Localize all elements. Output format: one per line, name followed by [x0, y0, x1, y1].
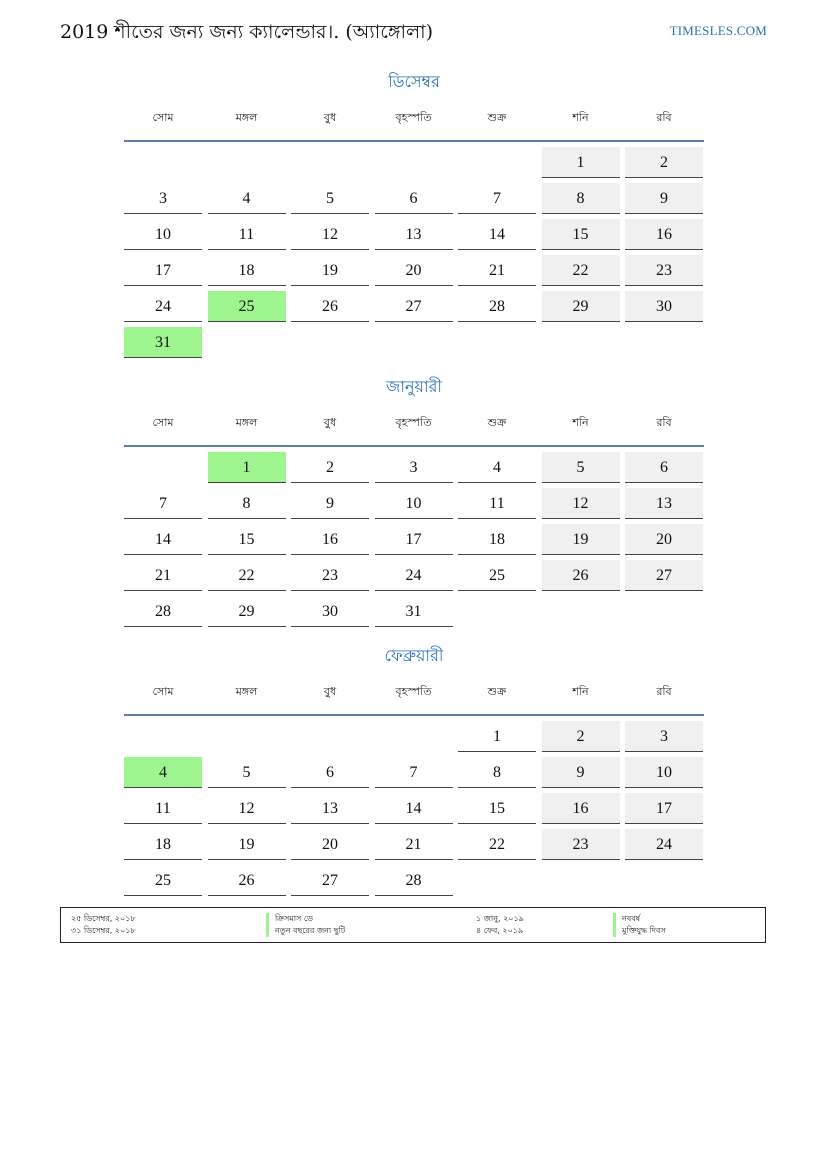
- day-cell[interactable]: 29: [542, 291, 620, 322]
- week-row: [124, 559, 704, 595]
- weekday-label: শুক্র: [487, 111, 507, 124]
- day-cell[interactable]: 13: [291, 793, 369, 824]
- empty-day-cell: [542, 865, 620, 896]
- day-cell[interactable]: 29: [208, 596, 286, 627]
- empty-day-cell: [458, 596, 536, 627]
- site-link[interactable]: TIMESLES.COM: [669, 23, 767, 38]
- day-cell[interactable]: 22: [208, 560, 286, 591]
- day-cell[interactable]: 24: [625, 829, 703, 860]
- day-cell[interactable]: 23: [625, 255, 703, 286]
- legend-date: ২৫ ডিসেম্বর, ২০১৮: [71, 914, 136, 923]
- day-cell[interactable]: 19: [208, 829, 286, 860]
- day-cell[interactable]: 28: [124, 596, 202, 627]
- day-cell[interactable]: 21: [458, 255, 536, 286]
- month-february: [124, 644, 704, 900]
- weeks-grid: [124, 451, 704, 631]
- weekday-label: রবি: [656, 111, 672, 124]
- day-cell[interactable]: 18: [208, 255, 286, 286]
- day-cell[interactable]: 25: [458, 560, 536, 591]
- empty-day-cell: [625, 327, 703, 358]
- legend-holiday-name: নতুন বছরের জন্য ছুটি: [266, 925, 345, 937]
- day-cell[interactable]: 21: [124, 560, 202, 591]
- day-cell[interactable]: 18: [458, 524, 536, 555]
- empty-day-cell: [375, 327, 453, 358]
- day-cell[interactable]: 9: [542, 757, 620, 788]
- weekday-label: মঙ্গল: [235, 685, 258, 698]
- day-cell[interactable]: 8: [208, 488, 286, 519]
- month-title: জানুয়ারী: [386, 377, 442, 396]
- empty-day-cell: [124, 147, 202, 178]
- day-cell[interactable]: 23: [291, 560, 369, 591]
- day-cell[interactable]: 16: [625, 219, 703, 250]
- weekday-label: শুক্র: [487, 685, 507, 698]
- day-cell[interactable]: 11: [458, 488, 536, 519]
- day-cell[interactable]: 25: [124, 865, 202, 896]
- weekday-label: শনি: [572, 111, 589, 124]
- empty-day-cell: [542, 327, 620, 358]
- day-cell[interactable]: 8: [542, 183, 620, 214]
- week-row: [124, 864, 704, 900]
- day-cell[interactable]: 26: [208, 865, 286, 896]
- day-cell[interactable]: 15: [542, 219, 620, 250]
- day-cell[interactable]: 26: [542, 560, 620, 591]
- day-cell[interactable]: 21: [375, 829, 453, 860]
- day-cell[interactable]: 9: [625, 183, 703, 214]
- day-cell[interactable]: 2: [542, 721, 620, 752]
- day-cell[interactable]: 17: [124, 255, 202, 286]
- day-cell[interactable]: 28: [375, 865, 453, 896]
- weekday-label: সোম: [152, 685, 174, 698]
- legend-holiday-name: মুক্তিযুদ্ধ দিবস: [613, 925, 666, 937]
- day-cell[interactable]: 14: [458, 219, 536, 250]
- day-cell[interactable]: 1: [208, 452, 286, 483]
- day-cell[interactable]: 4: [458, 452, 536, 483]
- day-cell[interactable]: 17: [375, 524, 453, 555]
- weekday-header: [124, 682, 704, 716]
- day-cell[interactable]: 27: [375, 291, 453, 322]
- day-cell[interactable]: 9: [291, 488, 369, 519]
- day-cell[interactable]: 14: [124, 524, 202, 555]
- week-row: [124, 792, 704, 828]
- day-cell[interactable]: 24: [375, 560, 453, 591]
- empty-day-cell: [375, 147, 453, 178]
- day-cell[interactable]: 10: [625, 757, 703, 788]
- empty-day-cell: [542, 596, 620, 627]
- weekday-label: বুধ: [323, 416, 337, 429]
- week-row: [124, 146, 704, 182]
- day-cell[interactable]: 5: [208, 757, 286, 788]
- weekday-label: শনি: [572, 416, 589, 429]
- day-cell[interactable]: 4: [124, 757, 202, 788]
- empty-day-cell: [124, 452, 202, 483]
- empty-day-cell: [458, 327, 536, 358]
- month-title: ডিসেম্বর: [388, 72, 440, 91]
- holiday-legend: [60, 907, 766, 943]
- day-cell[interactable]: 8: [458, 757, 536, 788]
- day-cell[interactable]: 23: [542, 829, 620, 860]
- weekday-label: শুক্র: [487, 416, 507, 429]
- weeks-grid: [124, 146, 704, 362]
- empty-day-cell: [291, 721, 369, 752]
- empty-day-cell: [375, 721, 453, 752]
- day-cell[interactable]: 22: [458, 829, 536, 860]
- month-december: [124, 70, 704, 362]
- week-row: [124, 828, 704, 864]
- day-cell[interactable]: 28: [458, 291, 536, 322]
- day-cell[interactable]: 31: [375, 596, 453, 627]
- weekday-label: বুধ: [323, 685, 337, 698]
- day-cell[interactable]: 4: [208, 183, 286, 214]
- day-cell[interactable]: 13: [625, 488, 703, 519]
- weekday-label: সোম: [152, 416, 174, 429]
- day-cell[interactable]: 7: [375, 757, 453, 788]
- day-cell[interactable]: 5: [542, 452, 620, 483]
- empty-day-cell: [458, 865, 536, 896]
- weeks-grid: [124, 720, 704, 900]
- empty-day-cell: [291, 327, 369, 358]
- day-cell[interactable]: 2: [291, 452, 369, 483]
- week-row: [124, 326, 704, 362]
- empty-day-cell: [208, 147, 286, 178]
- day-cell[interactable]: 3: [124, 183, 202, 214]
- day-cell[interactable]: 6: [291, 757, 369, 788]
- weekday-label: শনি: [572, 685, 589, 698]
- day-cell[interactable]: 30: [291, 596, 369, 627]
- day-cell[interactable]: 11: [124, 793, 202, 824]
- day-cell[interactable]: 1: [542, 147, 620, 178]
- day-cell[interactable]: 6: [625, 452, 703, 483]
- empty-day-cell: [208, 327, 286, 358]
- day-cell[interactable]: 11: [208, 219, 286, 250]
- week-row: [124, 218, 704, 254]
- day-cell[interactable]: 5: [291, 183, 369, 214]
- day-cell[interactable]: 18: [124, 829, 202, 860]
- month-title: ফেব্রুয়ারী: [384, 646, 444, 665]
- weekday-label: রবি: [656, 685, 672, 698]
- day-cell[interactable]: 13: [375, 219, 453, 250]
- day-cell[interactable]: 20: [291, 829, 369, 860]
- week-row: [124, 182, 704, 218]
- day-cell[interactable]: 10: [375, 488, 453, 519]
- day-cell[interactable]: 30: [625, 291, 703, 322]
- week-row: [124, 720, 704, 756]
- day-cell[interactable]: 15: [458, 793, 536, 824]
- day-cell[interactable]: 12: [208, 793, 286, 824]
- weekday-label: বৃহস্পতি: [395, 685, 432, 698]
- day-cell[interactable]: 24: [124, 291, 202, 322]
- page-title: 2019 শীতের জন্য জন্য ক্যালেন্ডার।. (অ্যাঙ্গোলা): [60, 21, 434, 43]
- weekday-label: বুধ: [323, 111, 337, 124]
- empty-day-cell: [625, 596, 703, 627]
- day-cell[interactable]: 20: [375, 255, 453, 286]
- day-cell[interactable]: 3: [375, 452, 453, 483]
- empty-day-cell: [458, 147, 536, 178]
- day-cell[interactable]: 1: [458, 721, 536, 752]
- legend-date: ৩১ ডিসেম্বর, ২০১৮: [71, 926, 136, 935]
- day-cell[interactable]: 31: [124, 327, 202, 358]
- weekday-label: মঙ্গল: [235, 416, 258, 429]
- day-cell[interactable]: 15: [208, 524, 286, 555]
- day-cell[interactable]: 12: [291, 219, 369, 250]
- weekday-label: রবি: [656, 416, 672, 429]
- week-row: [124, 254, 704, 290]
- weekday-label: বৃহস্পতি: [395, 111, 432, 124]
- empty-day-cell: [291, 147, 369, 178]
- day-cell[interactable]: 10: [124, 219, 202, 250]
- day-cell[interactable]: 27: [291, 865, 369, 896]
- legend-holiday-name: ক্রিসমাস ডে: [266, 913, 313, 925]
- day-cell[interactable]: 16: [542, 793, 620, 824]
- day-cell[interactable]: 17: [625, 793, 703, 824]
- day-cell[interactable]: 19: [542, 524, 620, 555]
- week-row: [124, 523, 704, 559]
- day-cell[interactable]: 3: [625, 721, 703, 752]
- day-cell[interactable]: 26: [291, 291, 369, 322]
- day-cell[interactable]: 25: [208, 291, 286, 322]
- weekday-header: [124, 108, 704, 142]
- day-cell[interactable]: 12: [542, 488, 620, 519]
- day-cell[interactable]: 14: [375, 793, 453, 824]
- week-row: [124, 595, 704, 631]
- legend-holiday-name: নববর্ষ: [613, 913, 640, 925]
- day-cell[interactable]: 2: [625, 147, 703, 178]
- week-row: [124, 487, 704, 523]
- week-row: [124, 756, 704, 792]
- day-cell[interactable]: 22: [542, 255, 620, 286]
- day-cell[interactable]: 27: [625, 560, 703, 591]
- day-cell[interactable]: 16: [291, 524, 369, 555]
- day-cell[interactable]: 7: [124, 488, 202, 519]
- month-january: [124, 375, 704, 631]
- weekday-header: [124, 413, 704, 447]
- week-row: [124, 290, 704, 326]
- weekday-label: মঙ্গল: [235, 111, 258, 124]
- day-cell[interactable]: 7: [458, 183, 536, 214]
- empty-day-cell: [124, 721, 202, 752]
- week-row: [124, 451, 704, 487]
- day-cell[interactable]: 6: [375, 183, 453, 214]
- day-cell[interactable]: 20: [625, 524, 703, 555]
- legend-date: ৪ ফেব, ২০১৯: [476, 926, 524, 935]
- weekday-label: সোম: [152, 111, 174, 124]
- empty-day-cell: [625, 865, 703, 896]
- weekday-label: বৃহস্পতি: [395, 416, 432, 429]
- empty-day-cell: [208, 721, 286, 752]
- day-cell[interactable]: 19: [291, 255, 369, 286]
- legend-date: ১ জানু, ২০১৯: [476, 914, 524, 923]
